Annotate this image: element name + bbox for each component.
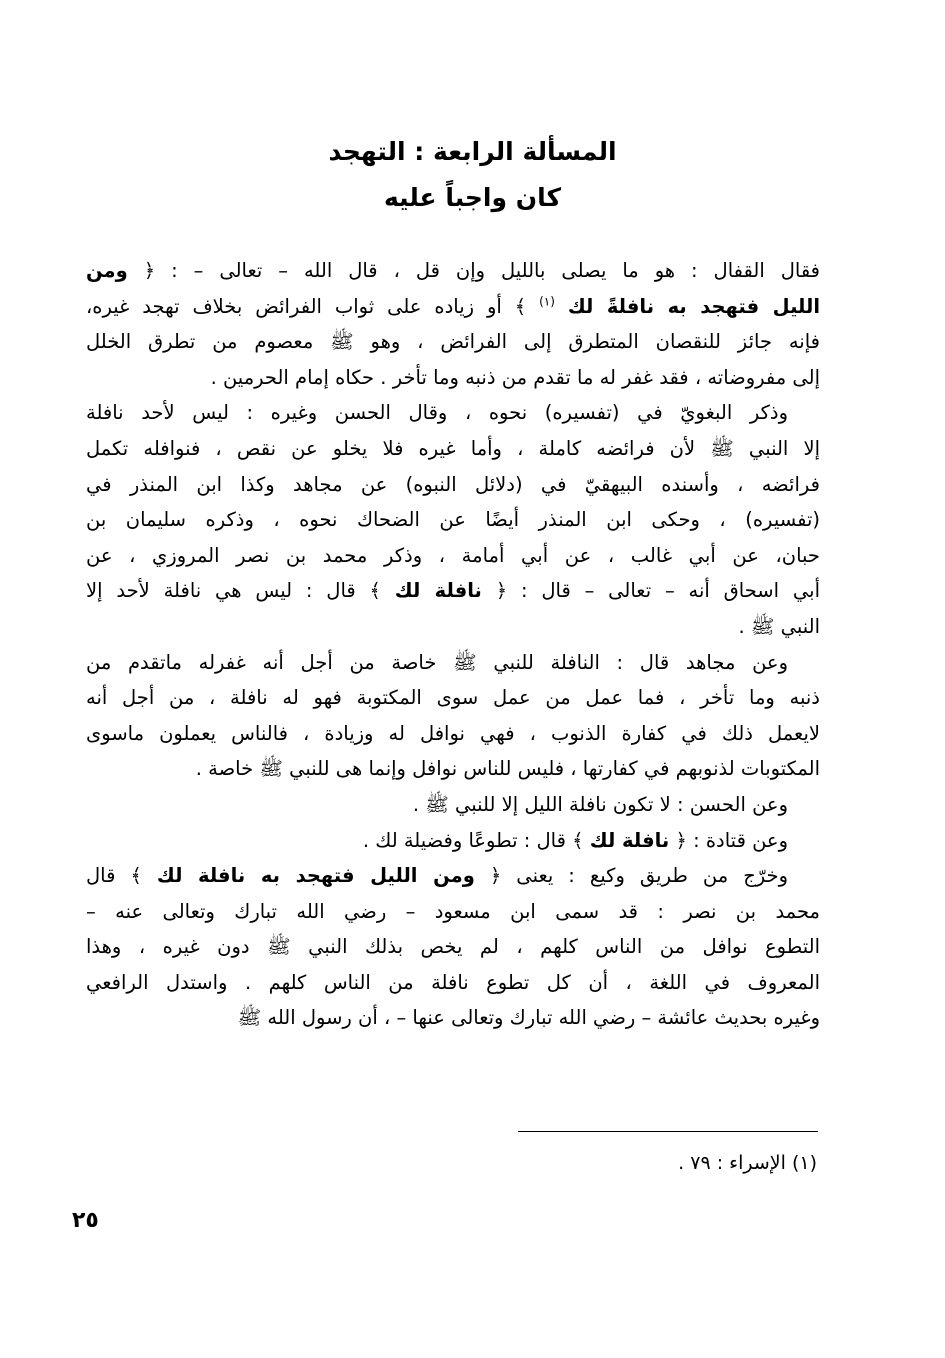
body-line xyxy=(86,360,820,396)
body-text-segment: فقال القفال : هو ما يصلى بالليل وإن قل ، قال الله – تعالى – : ﴿ xyxy=(143,259,820,282)
body-text-segment: ﴾ قال xyxy=(86,864,142,888)
body-text-segment: وخرّج من طريق وكيع : يعنى ﴿ xyxy=(489,864,789,888)
body-text-segment: إلى مفروضاته ، فقد غفر له ما تقدم من ذنبه وما تأخر . حكاه إمام الحرمين . xyxy=(210,365,820,389)
body-line xyxy=(86,502,820,538)
body-text-segment: فرائضه ، وأسنده البيهقيّ في (دلائل النبوه) عن مجاهد وكذا ابن المنذر في xyxy=(86,472,820,496)
quran-quote: نافلة لك xyxy=(394,579,482,603)
chapter-heading: المسألة الرابعة : التهجد xyxy=(328,137,617,166)
body-line xyxy=(86,395,820,431)
body-line xyxy=(86,538,820,574)
body-line xyxy=(86,431,820,467)
body-text-segment: أبي اسحاق أنه – تعالى – قال : ﴿ xyxy=(495,579,820,603)
body-text-segment: إلا النبي ﷺ لأن فرائضه كاملة ، وأما غيره فلا يخلو عن نقص ، فنوافله تكمل xyxy=(86,436,820,460)
quran-quote: الليل فتهجد به نافلةً لك xyxy=(567,294,820,318)
body-text-segment: فإنه جائز للنقصان المتطرق إلى الفرائض ، وهو ﷺ معصوم من تطرق الخلل xyxy=(86,330,820,354)
body-text-segment: وعن قتادة : ﴿ xyxy=(675,828,788,852)
body-text xyxy=(86,253,820,1036)
body-text-segment: ﴾ أو زياده على ثواب الفرائض بخلاف تهجد غيره، xyxy=(86,294,527,318)
body-text-segment: وذكر البغويّ في (تفسيره) نحوه ، وقال الحسن وغيره : ليس لأحد نافلة xyxy=(86,401,788,425)
body-line xyxy=(86,467,820,503)
body-line xyxy=(86,751,820,787)
body-line xyxy=(86,645,820,681)
body-text-segment: ذنبه وما تأخر ، فما عمل من عمل سوى المكتوبة فهو له نافلة ، من أجل أنه xyxy=(86,686,820,710)
quran-quote: نافلة لك xyxy=(589,828,670,852)
body-line xyxy=(86,858,820,894)
body-text-segment: المعروف في اللغة ، أن كل تطوع نافلة من الناس كلهم . واستدل الرافعي xyxy=(86,970,820,994)
body-text-segment: محمد بن نصر : قد سمى ابن مسعود – رضي الله تبارك وتعالى عنه – xyxy=(86,899,820,923)
page-number: ٢٥ xyxy=(72,1208,99,1233)
footnote-separator xyxy=(518,1131,818,1132)
footnote-ref: (١) xyxy=(539,294,555,309)
body-line xyxy=(86,253,820,289)
body-text-segment: وغيره بحديث عائشة – رضي الله تبارك وتعالى عنها – ، أن رسول الله ﷺ xyxy=(237,1006,820,1030)
body-line xyxy=(86,894,820,930)
footnote: (١) الإسراء : ٧٩ . xyxy=(678,1152,817,1174)
body-line xyxy=(86,324,820,360)
body-text-segment: النبي ﷺ . xyxy=(738,614,820,638)
body-text-segment: ﴾ قال : تطوعًا وفضيلة لك . xyxy=(362,828,584,852)
body-line xyxy=(86,1000,820,1036)
body-line xyxy=(86,929,820,965)
chapter-subheading: كان واجباً عليه xyxy=(383,183,562,212)
body-line xyxy=(86,680,820,716)
body-text-segment: المكتوبات لذنوبهم في كفارتها ، فليس للناس نوافل وإنما هى للنبي ﷺ خاصة . xyxy=(195,757,820,781)
body-line xyxy=(86,823,820,859)
body-text-segment: لايعمل ذلك في كفارة الذنوب ، فهي نوافل له وزيادة ، فالناس يعملون ماسوى xyxy=(86,721,820,745)
body-text-segment: حبان، عن أبي غالب ، عن أبي أمامة ، وذكر محمد بن نصر المروزي ، عن xyxy=(86,543,820,567)
body-line xyxy=(86,787,820,823)
body-text-segment: ﴾ قال : ليس هي نافلة لأحد إلا xyxy=(86,579,381,603)
body-line xyxy=(86,965,820,1001)
body-text-segment: التطوع نوافل من الناس كلهم ، لم يخص بذلك النبي ﷺ دون غيره ، وهذا xyxy=(86,935,820,959)
body-line xyxy=(86,716,820,752)
body-line xyxy=(86,289,820,325)
quran-quote: ومن الليل فتهجد به نافلة لك xyxy=(156,864,475,888)
body-text-segment: وعن الحسن : لا تكون نافلة الليل إلا للنبي ﷺ . xyxy=(412,792,788,816)
quran-quote: ومن xyxy=(86,259,128,282)
body-text-segment: وعن مجاهد قال : النافلة للنبي ﷺ خاصة من أجل أنه غفرله ماتقدم من xyxy=(86,650,788,674)
body-line xyxy=(86,573,820,609)
body-text-segment: (تفسيره) ، وحكى ابن المنذر أيضًا عن الضحاك نحوه ، وذكره سليمان بن xyxy=(86,508,820,532)
body-line xyxy=(86,609,820,645)
